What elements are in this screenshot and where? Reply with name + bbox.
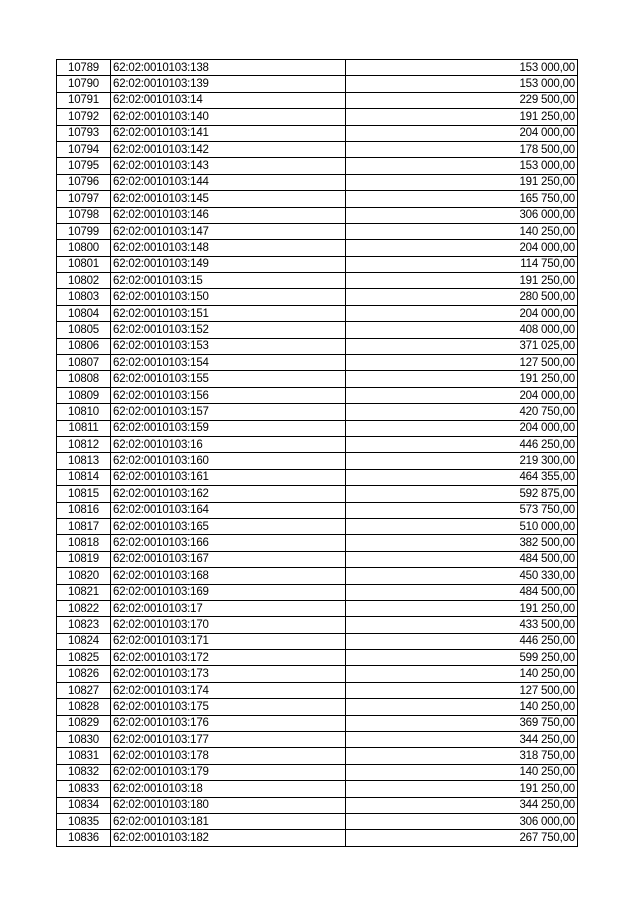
row-number-cell: 10798 bbox=[57, 207, 111, 223]
value-cell: 191 250,00 bbox=[346, 273, 578, 289]
value-cell: 219 300,00 bbox=[346, 453, 578, 469]
table-row bbox=[57, 76, 578, 92]
cadastral-number-cell: 62:02:0010103:147 bbox=[111, 223, 346, 239]
table-row bbox=[57, 436, 578, 452]
table-row bbox=[57, 109, 578, 125]
cadastral-number-cell: 62:02:0010103:17 bbox=[111, 600, 346, 616]
value-cell: 191 250,00 bbox=[346, 371, 578, 387]
value-cell: 204 000,00 bbox=[346, 305, 578, 321]
table-row bbox=[57, 797, 578, 813]
row-number-cell: 10789 bbox=[57, 60, 111, 76]
cadastral-number-cell: 62:02:0010103:166 bbox=[111, 535, 346, 551]
value-cell: 178 500,00 bbox=[346, 141, 578, 157]
table-row bbox=[57, 764, 578, 780]
row-number-cell: 10813 bbox=[57, 453, 111, 469]
cadastral-number-cell: 62:02:0010103:14 bbox=[111, 92, 346, 108]
cadastral-number-cell: 62:02:0010103:155 bbox=[111, 371, 346, 387]
cadastral-number-cell: 62:02:0010103:145 bbox=[111, 191, 346, 207]
table-row bbox=[57, 125, 578, 141]
cadastral-number-cell: 62:02:0010103:146 bbox=[111, 207, 346, 223]
table-row bbox=[57, 732, 578, 748]
cadastral-number-cell: 62:02:0010103:181 bbox=[111, 813, 346, 829]
table-row bbox=[57, 699, 578, 715]
row-number-cell: 10806 bbox=[57, 338, 111, 354]
table-row bbox=[57, 338, 578, 354]
value-cell: 191 250,00 bbox=[346, 781, 578, 797]
cadastral-number-cell: 62:02:0010103:150 bbox=[111, 289, 346, 305]
row-number-cell: 10794 bbox=[57, 141, 111, 157]
table-row bbox=[57, 273, 578, 289]
table-row bbox=[57, 92, 578, 108]
table-row bbox=[57, 355, 578, 371]
table-body bbox=[57, 60, 578, 847]
table-row bbox=[57, 191, 578, 207]
value-cell: 344 250,00 bbox=[346, 732, 578, 748]
row-number-cell: 10811 bbox=[57, 420, 111, 436]
row-number-cell: 10827 bbox=[57, 682, 111, 698]
row-number-cell: 10822 bbox=[57, 600, 111, 616]
table-row bbox=[57, 240, 578, 256]
cadastral-number-cell: 62:02:0010103:182 bbox=[111, 830, 346, 846]
cadastral-number-cell: 62:02:0010103:16 bbox=[111, 436, 346, 452]
cadastral-number-cell: 62:02:0010103:142 bbox=[111, 141, 346, 157]
cadastral-number-cell: 62:02:0010103:179 bbox=[111, 764, 346, 780]
table-row bbox=[57, 305, 578, 321]
table-row bbox=[57, 60, 578, 76]
cadastral-number-cell: 62:02:0010103:176 bbox=[111, 715, 346, 731]
table-row bbox=[57, 141, 578, 157]
cadastral-number-cell: 62:02:0010103:18 bbox=[111, 781, 346, 797]
row-number-cell: 10819 bbox=[57, 551, 111, 567]
value-cell: 371 025,00 bbox=[346, 338, 578, 354]
cadastral-number-cell: 62:02:0010103:157 bbox=[111, 404, 346, 420]
value-cell: 408 000,00 bbox=[346, 322, 578, 338]
value-cell: 191 250,00 bbox=[346, 600, 578, 616]
table-row bbox=[57, 420, 578, 436]
table-row bbox=[57, 469, 578, 485]
value-cell: 573 750,00 bbox=[346, 502, 578, 518]
cadastral-number-cell: 62:02:0010103:162 bbox=[111, 486, 346, 502]
row-number-cell: 10803 bbox=[57, 289, 111, 305]
row-number-cell: 10831 bbox=[57, 748, 111, 764]
cadastral-number-cell: 62:02:0010103:153 bbox=[111, 338, 346, 354]
row-number-cell: 10821 bbox=[57, 584, 111, 600]
value-cell: 599 250,00 bbox=[346, 650, 578, 666]
value-cell: 484 500,00 bbox=[346, 551, 578, 567]
value-cell: 204 000,00 bbox=[346, 240, 578, 256]
table-row bbox=[57, 551, 578, 567]
table-row bbox=[57, 666, 578, 682]
value-cell: 140 250,00 bbox=[346, 699, 578, 715]
cadastral-number-cell: 62:02:0010103:174 bbox=[111, 682, 346, 698]
table-row bbox=[57, 617, 578, 633]
table-row bbox=[57, 158, 578, 174]
row-number-cell: 10791 bbox=[57, 92, 111, 108]
row-number-cell: 10809 bbox=[57, 387, 111, 403]
value-cell: 484 500,00 bbox=[346, 584, 578, 600]
value-cell: 344 250,00 bbox=[346, 797, 578, 813]
cadastral-number-cell: 62:02:0010103:138 bbox=[111, 60, 346, 76]
cadastral-number-cell: 62:02:0010103:140 bbox=[111, 109, 346, 125]
row-number-cell: 10801 bbox=[57, 256, 111, 272]
value-cell: 153 000,00 bbox=[346, 76, 578, 92]
cadastral-number-cell: 62:02:0010103:168 bbox=[111, 568, 346, 584]
table-row bbox=[57, 813, 578, 829]
table-row bbox=[57, 781, 578, 797]
value-cell: 464 355,00 bbox=[346, 469, 578, 485]
cadastral-value-table bbox=[56, 59, 578, 847]
row-number-cell: 10830 bbox=[57, 732, 111, 748]
value-cell: 127 500,00 bbox=[346, 682, 578, 698]
value-cell: 140 250,00 bbox=[346, 223, 578, 239]
cadastral-number-cell: 62:02:0010103:152 bbox=[111, 322, 346, 338]
cadastral-number-cell: 62:02:0010103:148 bbox=[111, 240, 346, 256]
row-number-cell: 10818 bbox=[57, 535, 111, 551]
row-number-cell: 10836 bbox=[57, 830, 111, 846]
row-number-cell: 10814 bbox=[57, 469, 111, 485]
row-number-cell: 10799 bbox=[57, 223, 111, 239]
table-row bbox=[57, 518, 578, 534]
cadastral-number-cell: 62:02:0010103:149 bbox=[111, 256, 346, 272]
row-number-cell: 10795 bbox=[57, 158, 111, 174]
value-cell: 318 750,00 bbox=[346, 748, 578, 764]
cadastral-number-cell: 62:02:0010103:159 bbox=[111, 420, 346, 436]
value-cell: 450 330,00 bbox=[346, 568, 578, 584]
value-cell: 127 500,00 bbox=[346, 355, 578, 371]
row-number-cell: 10800 bbox=[57, 240, 111, 256]
value-cell: 191 250,00 bbox=[346, 109, 578, 125]
table-row bbox=[57, 650, 578, 666]
value-cell: 306 000,00 bbox=[346, 207, 578, 223]
row-number-cell: 10816 bbox=[57, 502, 111, 518]
value-cell: 140 250,00 bbox=[346, 764, 578, 780]
value-cell: 229 500,00 bbox=[346, 92, 578, 108]
value-cell: 306 000,00 bbox=[346, 813, 578, 829]
table-row bbox=[57, 535, 578, 551]
table-row bbox=[57, 289, 578, 305]
table-row bbox=[57, 486, 578, 502]
value-cell: 369 750,00 bbox=[346, 715, 578, 731]
cadastral-number-cell: 62:02:0010103:139 bbox=[111, 76, 346, 92]
row-number-cell: 10802 bbox=[57, 273, 111, 289]
table-row bbox=[57, 371, 578, 387]
cadastral-number-cell: 62:02:0010103:164 bbox=[111, 502, 346, 518]
table-row bbox=[57, 387, 578, 403]
cadastral-number-cell: 62:02:0010103:172 bbox=[111, 650, 346, 666]
value-cell: 446 250,00 bbox=[346, 436, 578, 452]
row-number-cell: 10825 bbox=[57, 650, 111, 666]
row-number-cell: 10810 bbox=[57, 404, 111, 420]
value-cell: 191 250,00 bbox=[346, 174, 578, 190]
value-cell: 204 000,00 bbox=[346, 387, 578, 403]
value-cell: 153 000,00 bbox=[346, 60, 578, 76]
table-row bbox=[57, 633, 578, 649]
table-row bbox=[57, 830, 578, 846]
row-number-cell: 10829 bbox=[57, 715, 111, 731]
value-cell: 280 500,00 bbox=[346, 289, 578, 305]
row-number-cell: 10834 bbox=[57, 797, 111, 813]
table-row bbox=[57, 256, 578, 272]
row-number-cell: 10835 bbox=[57, 813, 111, 829]
cadastral-number-cell: 62:02:0010103:178 bbox=[111, 748, 346, 764]
cadastral-number-cell: 62:02:0010103:160 bbox=[111, 453, 346, 469]
row-number-cell: 10804 bbox=[57, 305, 111, 321]
row-number-cell: 10793 bbox=[57, 125, 111, 141]
row-number-cell: 10797 bbox=[57, 191, 111, 207]
cadastral-number-cell: 62:02:0010103:180 bbox=[111, 797, 346, 813]
value-cell: 433 500,00 bbox=[346, 617, 578, 633]
row-number-cell: 10817 bbox=[57, 518, 111, 534]
value-cell: 510 000,00 bbox=[346, 518, 578, 534]
cadastral-number-cell: 62:02:0010103:151 bbox=[111, 305, 346, 321]
cadastral-number-cell: 62:02:0010103:169 bbox=[111, 584, 346, 600]
cadastral-number-cell: 62:02:0010103:167 bbox=[111, 551, 346, 567]
table-row bbox=[57, 748, 578, 764]
row-number-cell: 10807 bbox=[57, 355, 111, 371]
cadastral-number-cell: 62:02:0010103:173 bbox=[111, 666, 346, 682]
table-row bbox=[57, 174, 578, 190]
row-number-cell: 10828 bbox=[57, 699, 111, 715]
table-row bbox=[57, 584, 578, 600]
table-row bbox=[57, 600, 578, 616]
cadastral-number-cell: 62:02:0010103:175 bbox=[111, 699, 346, 715]
cadastral-number-cell: 62:02:0010103:144 bbox=[111, 174, 346, 190]
value-cell: 204 000,00 bbox=[346, 125, 578, 141]
table-row bbox=[57, 682, 578, 698]
row-number-cell: 10824 bbox=[57, 633, 111, 649]
table-row bbox=[57, 223, 578, 239]
value-cell: 140 250,00 bbox=[346, 666, 578, 682]
row-number-cell: 10820 bbox=[57, 568, 111, 584]
row-number-cell: 10815 bbox=[57, 486, 111, 502]
row-number-cell: 10832 bbox=[57, 764, 111, 780]
cadastral-number-cell: 62:02:0010103:161 bbox=[111, 469, 346, 485]
value-cell: 446 250,00 bbox=[346, 633, 578, 649]
row-number-cell: 10823 bbox=[57, 617, 111, 633]
value-cell: 592 875,00 bbox=[346, 486, 578, 502]
value-cell: 165 750,00 bbox=[346, 191, 578, 207]
table-row bbox=[57, 404, 578, 420]
row-number-cell: 10812 bbox=[57, 436, 111, 452]
row-number-cell: 10805 bbox=[57, 322, 111, 338]
table-row bbox=[57, 568, 578, 584]
row-number-cell: 10796 bbox=[57, 174, 111, 190]
table-row bbox=[57, 322, 578, 338]
cadastral-number-cell: 62:02:0010103:15 bbox=[111, 273, 346, 289]
cadastral-number-cell: 62:02:0010103:143 bbox=[111, 158, 346, 174]
cadastral-number-cell: 62:02:0010103:154 bbox=[111, 355, 346, 371]
value-cell: 204 000,00 bbox=[346, 420, 578, 436]
table-row bbox=[57, 715, 578, 731]
value-cell: 267 750,00 bbox=[346, 830, 578, 846]
table-row bbox=[57, 453, 578, 469]
value-cell: 114 750,00 bbox=[346, 256, 578, 272]
cadastral-number-cell: 62:02:0010103:156 bbox=[111, 387, 346, 403]
row-number-cell: 10790 bbox=[57, 76, 111, 92]
value-cell: 420 750,00 bbox=[346, 404, 578, 420]
cadastral-number-cell: 62:02:0010103:171 bbox=[111, 633, 346, 649]
cadastral-number-cell: 62:02:0010103:165 bbox=[111, 518, 346, 534]
table-row bbox=[57, 207, 578, 223]
table-row bbox=[57, 502, 578, 518]
value-cell: 382 500,00 bbox=[346, 535, 578, 551]
row-number-cell: 10826 bbox=[57, 666, 111, 682]
row-number-cell: 10833 bbox=[57, 781, 111, 797]
cadastral-number-cell: 62:02:0010103:141 bbox=[111, 125, 346, 141]
cadastral-number-cell: 62:02:0010103:177 bbox=[111, 732, 346, 748]
value-cell: 153 000,00 bbox=[346, 158, 578, 174]
cadastral-number-cell: 62:02:0010103:170 bbox=[111, 617, 346, 633]
row-number-cell: 10792 bbox=[57, 109, 111, 125]
row-number-cell: 10808 bbox=[57, 371, 111, 387]
